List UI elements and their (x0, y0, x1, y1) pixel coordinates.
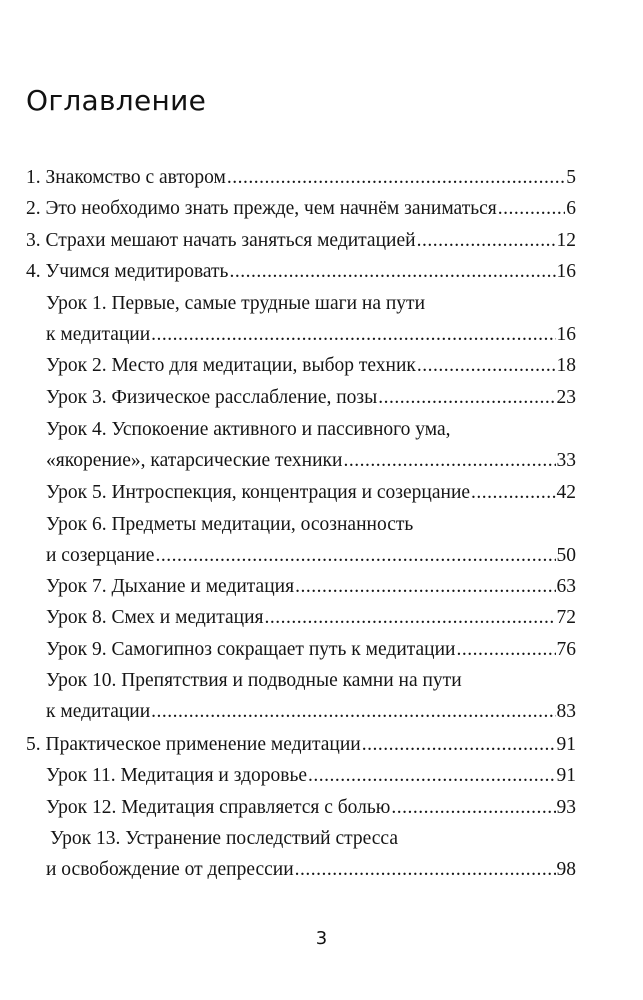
toc-entry-title: к медитации (46, 324, 151, 345)
toc-entry[interactable] (46, 762, 576, 790)
toc-entry-title: и созерцание (46, 545, 155, 566)
toc-entry-title: Урок 5. Интроспекция, концентрация и созерцание (46, 482, 471, 503)
toc-entry-page: 12 (556, 230, 576, 251)
toc-entry-page: 91 (556, 765, 576, 786)
leader-dots (417, 352, 556, 380)
toc-entry[interactable] (26, 258, 576, 286)
toc-entry-title-line1: Урок 13. Устранение последствий стресса (50, 828, 398, 849)
toc-entry-page: 91 (556, 734, 576, 755)
toc-entry[interactable] (46, 352, 576, 380)
toc-entry-title: Урок 11. Медитация и здоровье (46, 765, 308, 786)
toc-entry[interactable] (46, 825, 576, 884)
leader-dots (151, 698, 555, 726)
toc-entry[interactable] (26, 731, 576, 759)
leader-dots (264, 604, 555, 632)
leader-dots (391, 794, 555, 822)
toc-entry[interactable] (46, 636, 576, 664)
toc-entry[interactable] (26, 195, 576, 223)
leader-dots (456, 636, 555, 664)
toc-entry-title: 1. Знакомство с автором (26, 167, 226, 188)
toc-entry-title: 5. Практическое применение медитации (26, 734, 361, 755)
leader-dots (378, 384, 555, 412)
toc-entry-title: «якорение», катарсические техники (46, 450, 343, 471)
leader-dots (471, 479, 555, 507)
toc-entry-title: Урок 9. Самогипноз сокращает путь к медитации (46, 639, 456, 660)
toc-entry-page: 76 (556, 639, 576, 660)
leader-dots (308, 762, 555, 790)
leader-dots (343, 447, 555, 475)
leader-dots (498, 195, 566, 223)
toc-entry[interactable] (26, 164, 576, 192)
toc-entry[interactable] (46, 511, 576, 570)
toc-entry-page: 16 (556, 324, 576, 345)
toc-entry-title: 2. Это необходимо знать прежде, чем начнём заниматься (26, 198, 497, 219)
leader-dots (227, 164, 565, 192)
toc-entry-title: Урок 12. Медитация справляется с болью (46, 797, 391, 818)
toc-entry-page: 63 (556, 576, 576, 597)
toc-entry-title: и освобождение от депрессии (46, 859, 294, 880)
leader-dots (295, 573, 555, 601)
toc-heading: Оглавление (26, 84, 207, 117)
leader-dots (295, 856, 556, 884)
leader-dots (362, 731, 556, 759)
toc-entry-page: 33 (556, 450, 576, 471)
toc-entry[interactable] (46, 384, 576, 412)
toc-entry-page: 83 (556, 701, 576, 722)
toc-entry-title-line1: Урок 1. Первые, самые трудные шаги на пути (46, 293, 426, 314)
toc-entry-title: 3. Страхи мешают начать заняться медитацией (26, 230, 416, 251)
toc-entry[interactable] (46, 573, 576, 601)
toc-entry-page: 23 (556, 387, 576, 408)
toc-entry-title: 4. Учимся медитировать (26, 261, 229, 282)
toc-entry[interactable] (46, 290, 576, 349)
toc-entry[interactable] (46, 416, 576, 475)
toc-entry-title: к медитации (46, 701, 151, 722)
toc-entry[interactable] (46, 667, 576, 726)
toc-entry-page: 93 (556, 797, 576, 818)
toc-entry[interactable] (46, 604, 576, 632)
leader-dots (229, 258, 555, 286)
toc-entry-page: 18 (556, 355, 576, 376)
toc-entry-title: Урок 3. Физическое расслабление, позы (46, 387, 378, 408)
leader-dots (417, 227, 556, 255)
toc-entry[interactable] (46, 794, 576, 822)
toc-entry-title-line1: Урок 6. Предметы медитации, осознанность (46, 514, 414, 535)
toc-entry-page: 16 (556, 261, 576, 282)
toc-entry-title-line1: Урок 4. Успокоение активного и пассивного ума, (46, 419, 451, 440)
page-number: 3 (315, 928, 328, 949)
toc-entry-title: Урок 8. Смех и медитация (46, 607, 264, 628)
toc-entry[interactable] (46, 479, 576, 507)
toc-entry-page: 50 (556, 545, 576, 566)
toc-entry-page: 98 (556, 859, 576, 880)
leader-dots (151, 321, 555, 349)
toc-entry[interactable] (26, 227, 576, 255)
leader-dots (155, 542, 555, 570)
toc-entry-title-line1: Урок 10. Препятствия и подводные камни на пути (46, 670, 462, 691)
toc-entry-page: 6 (566, 198, 576, 219)
toc-entry-page: 5 (566, 167, 576, 188)
toc-entry-page: 42 (556, 482, 576, 503)
toc-entry-page: 72 (556, 607, 576, 628)
toc-entry-title: Урок 7. Дыхание и медитация (46, 576, 295, 597)
toc-entry-title: Урок 2. Место для медитации, выбор техник (46, 355, 416, 376)
